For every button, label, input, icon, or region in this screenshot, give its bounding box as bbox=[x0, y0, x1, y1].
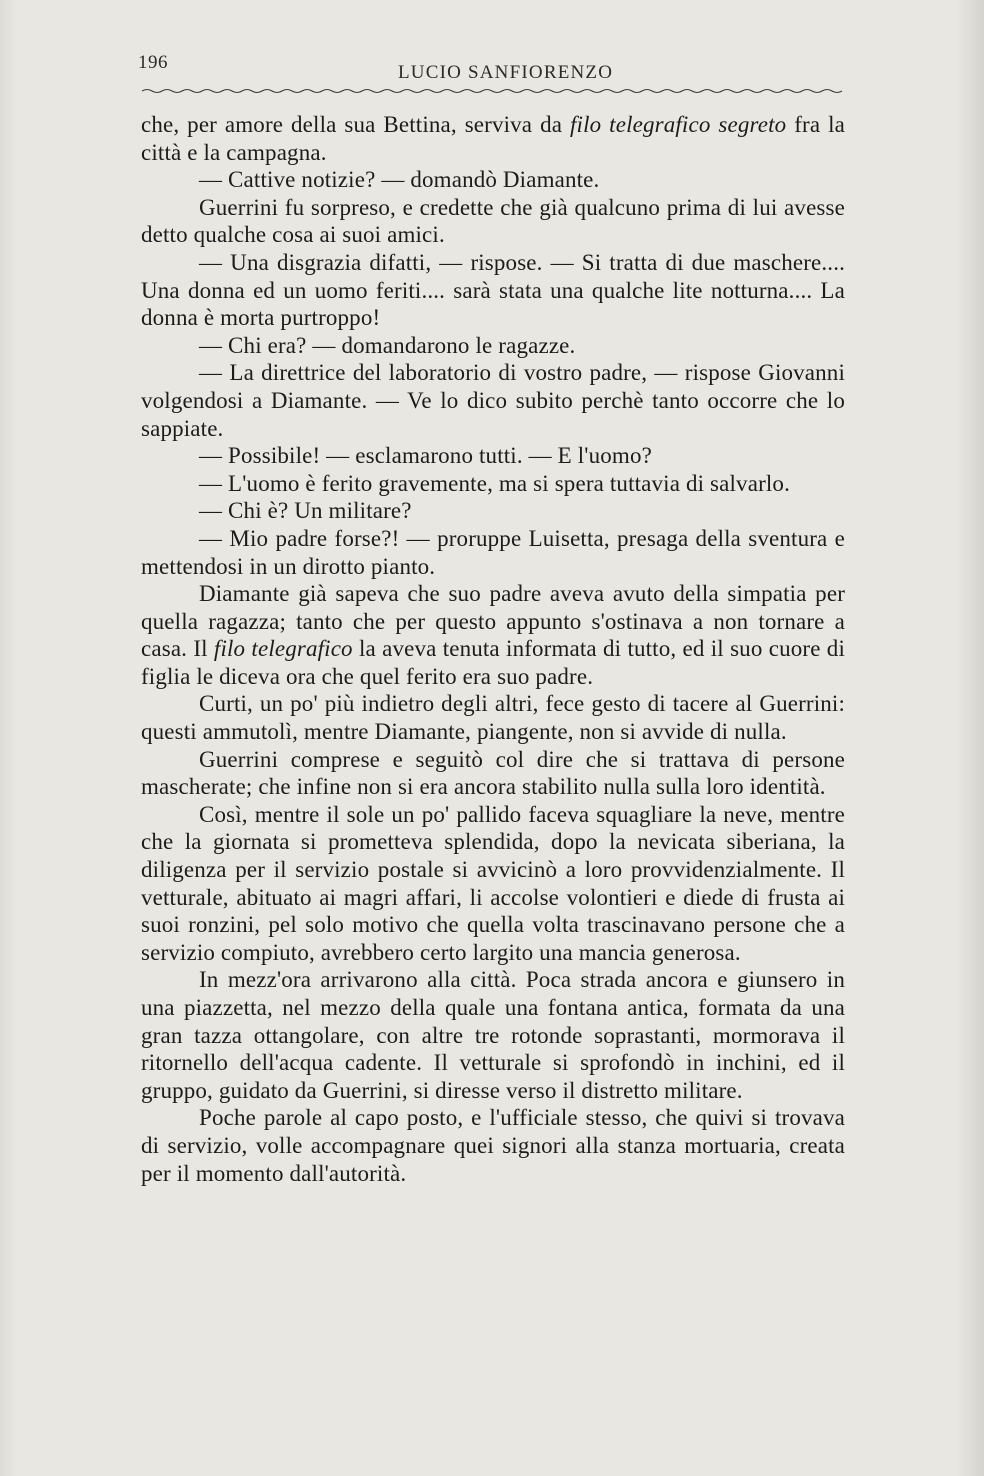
page-right-edge-shadow bbox=[956, 0, 984, 1476]
header-wavy-rule bbox=[142, 88, 842, 98]
paragraph-7: — Possibile! — esclamarono tutti. — E l'uomo? bbox=[199, 443, 652, 469]
running-title: LUCIO SANFIORENZO bbox=[398, 62, 614, 83]
body-text bbox=[141, 111, 845, 1187]
italic-phrase: filo telegrafico bbox=[213, 636, 353, 662]
paragraph-15: In mezz'ora arrivarono alla città. Poca strada ancora e giunsero in una piazzetta, nel mezzo della quale una fontana antica, formata da una gran tazza ottangolare, con altre tre rotonde soprastanti, mormorava il ritornello dell'acqua cadente. Il vetturale si sprofondò in inchini, ed il gruppo, guidato da Guerrini, si diresse verso il distretto militare. bbox=[141, 967, 845, 1103]
paragraph-9: — Chi è? Un militare? bbox=[199, 498, 412, 524]
paragraph-10: — Mio padre forse?! — proruppe Luisetta, presaga della sventura e mettendosi in un dirotto pianto. bbox=[141, 525, 845, 579]
paragraph-12: Curti, un po' più indietro degli altri, fece gesto di tacere al Guerrini: questi ammutolì, mentre Diamante, piangente, non si avvide di nulla. bbox=[141, 691, 845, 745]
paragraph-3: Guerrini fu sorpreso, e credette che già qualcuno prima di lui avesse detto qualche cosa ai suoi amici. bbox=[141, 194, 845, 248]
paragraph-14: Così, mentre il sole un po' pallido faceva squagliare la neve, mentre che la giornata si prometteva splendida, dopo la nevicata siberiana, la diligenza per il servizio postale si avvicinò a loro provvidenzialmente. Il vetturale, abituato ai magri affari, li accolse volontieri e diede di frusta ai suoi ronzini, pel solo motivo che quella volta trascinavano persone che a servizio compiuto, avrebbero certo largito una mancia generosa. bbox=[141, 801, 845, 965]
page-left-edge-shadow bbox=[0, 0, 16, 1476]
paragraph-5: — Chi era? — domandarono le ragazze. bbox=[199, 332, 576, 358]
paragraph-6: — La direttrice del laboratorio di vostro padre, — rispose Giovanni volgendosi a Diamante. — Ve lo dico subito perchè tanto occorre che lo sappiate. bbox=[141, 360, 845, 441]
paragraph-8: — L'uomo è ferito gravemente, ma si spera tuttavia di salvarlo. bbox=[199, 470, 790, 496]
paragraph-4: — Una disgrazia difatti, — rispose. — Si tratta di due maschere.... Una donna ed un uomo feriti.... sarà stata una qualche lite notturna.... La donna è morta purtroppo! bbox=[141, 249, 845, 331]
paragraph-2: — Cattive notizie? — domandò Diamante. bbox=[199, 167, 600, 193]
paragraph-11: Diamante già sapeva che suo padre aveva avuto della simpatia per quella ragazza; tanto che per questo appunto s'ostinava a non tornare a casa. Il filo telegrafico la aveva tenuta informata di tutto, ed il suo cuore di figlia le diceva ora che quel ferito era suo padre. bbox=[141, 581, 845, 689]
paragraph-16: Poche parole al capo posto, e l'ufficiale stesso, che quivi si trovava di servizio, volle accompagnare quei signori alla stanza mortuaria, creata per il momento dall'autorità. bbox=[141, 1105, 845, 1186]
page-number: 196 bbox=[138, 52, 168, 73]
paragraph-1: che, per amore della sua Bettina, serviva da filo telegrafico segreto fra la città e la campagna. bbox=[141, 112, 845, 165]
paragraph-13: Guerrini comprese e seguitò col dire che si trattava di persone mascherate; che infine non si era ancora stabilito nulla sulla loro identità. bbox=[141, 746, 845, 800]
italic-phrase: filo telegrafico segreto bbox=[570, 112, 787, 137]
